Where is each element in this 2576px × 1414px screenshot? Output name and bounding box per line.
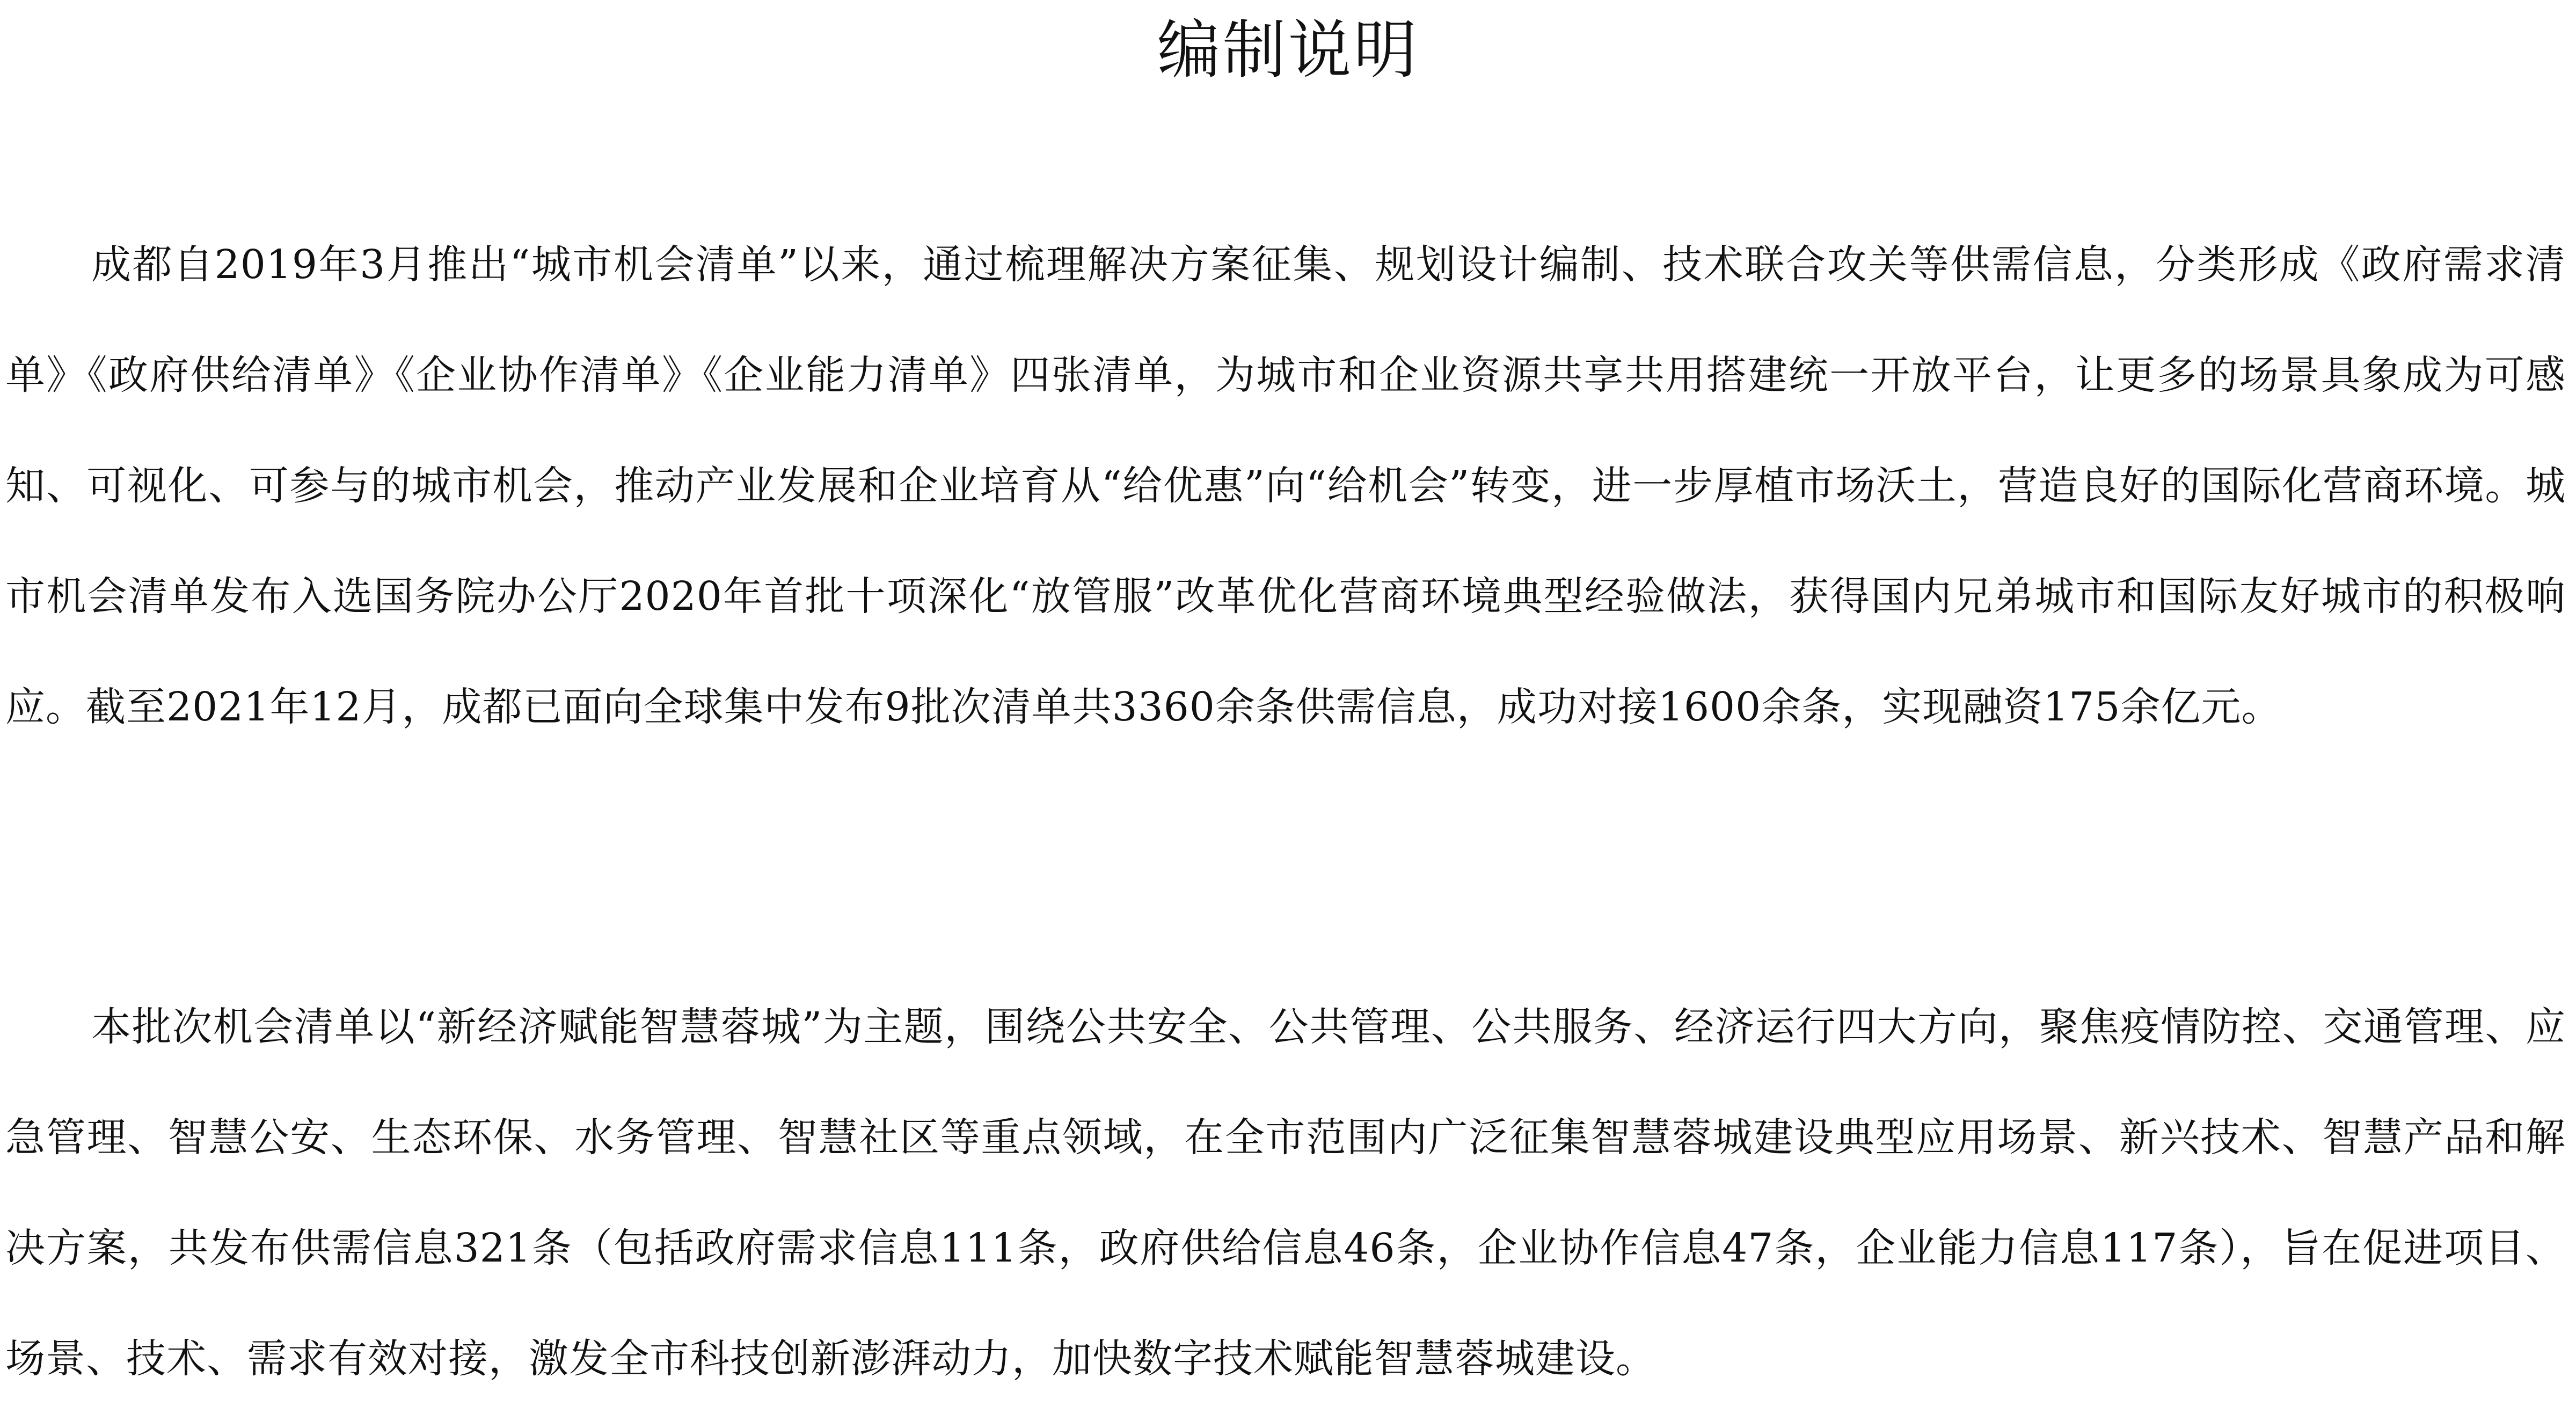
paragraph-intro: 成都自2019年3月推出“城市机会清单”以来，通过梳理解决方案征集、规划设计编制、技术联合攻关等供需信息，分类形成《政府需求清单》《政府供给清单》《企业协作清单》《企业能力清单》四张清单，为城市和企业资源共享共用搭建统一开放平台，让更多的场景具象成为可感知、可视化、可参与的城市机会，推动产业发展和企业培育从“给优惠”向“给机会”转变，进一步厚植市场沃土，营造良好的国际化营商环境。城市机会清单发布入选国务院办公厅2020年首批十项深化“放管服”改革优化营商环境典型经验做法，获得国内兄弟城市和国际友好城市的积极响应。截至2021年12月，成都已面向全球集中发布9批次清单共3360余条供需信息，成功对接1600余条，实现融资175余亿元。 — [5, 242, 2566, 730]
document-title: 编制说明 — [1157, 13, 1419, 87]
paragraph-batch-summary: 本批次机会清单以“新经济赋能智慧蓉城”为主题，围绕公共安全、公共管理、公共服务、经济运行四大方向，聚焦疫情防控、交通管理、应急管理、智慧公安、生态环保、水务管理、智慧社区等重点领域，在全市范围内广泛征集智慧蓉城建设典型应用场景、新兴技术、智慧产品和解决方案，共发布供需信息321条（包括政府需求信息111条，政府供给信息46条，企业协作信息47条，企业能力信息117条），旨在促进项目、场景、技术、需求有效对接，激发全市科技创新澎湃动力，加快数字技术赋能智慧蓉城建设。 — [5, 1004, 2566, 1382]
